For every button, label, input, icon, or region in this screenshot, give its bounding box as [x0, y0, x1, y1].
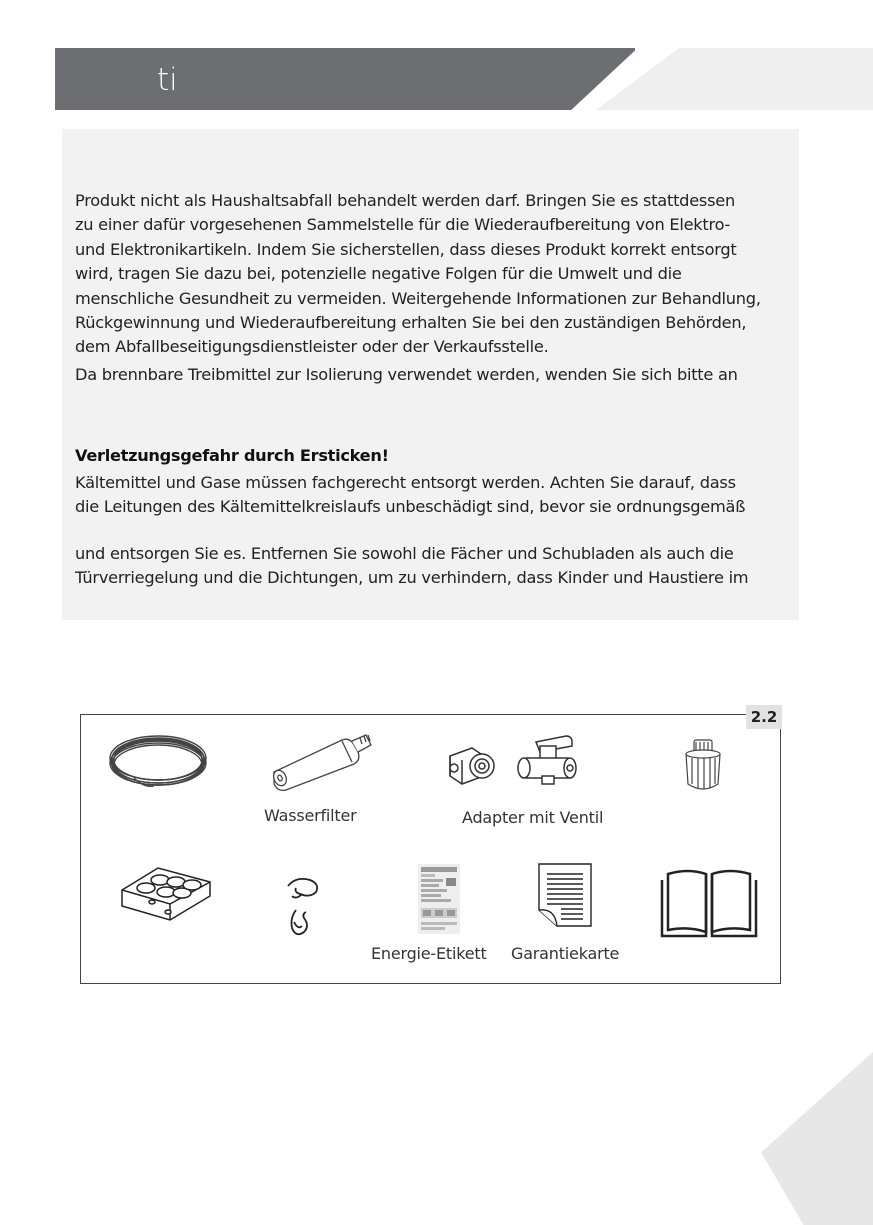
warning-heading: Verletzungsgefahr durch Ersticken!: [75, 446, 389, 465]
header-band: [55, 48, 635, 110]
egg-tray-icon: [118, 862, 214, 926]
refrigerant-paragraph: Kältemittel und Gase müssen fachgerecht entsorgt werden. Achten Sie darauf, dass die Leitungen des Kältemittelkreislaufs unbeschädigt sind, bevor sie ordnungsgemäß: [75, 473, 746, 517]
header-right-tab: [596, 48, 873, 110]
energy-label-icon: [418, 864, 460, 934]
warranty-card-icon: [537, 862, 593, 928]
insulation-paragraph: Da brennbare Treibmittel zur Isolierung verwendet werden, wenden Sie sich bitte an: [75, 365, 738, 384]
hose-clips-icon: [282, 872, 324, 942]
disposal-instructions-paragraph: und entsorgen Sie es. Entfernen Sie sowohl die Fächer und Schubladen als auch die Türverriegelung und die Dichtungen, um zu verhindern, dass Kinder und Haustiere im: [75, 544, 749, 588]
page-title: ti: [157, 62, 178, 98]
water-filter-label: Wasserfilter: [264, 806, 357, 825]
water-hose-coil-icon: [104, 728, 214, 792]
water-filter-icon: [266, 730, 378, 790]
user-manual-book-icon: [660, 862, 758, 938]
adapter-fitting-icon: [444, 742, 500, 788]
page-corner-tab: [761, 1052, 873, 1225]
energy-label-label: Energie-Etikett: [371, 944, 487, 963]
adapter-valve-label: Adapter mit Ventil: [462, 808, 604, 827]
filter-cap-icon: [680, 738, 726, 794]
shutoff-valve-icon: [514, 732, 580, 788]
figure-number-badge: 2.2: [746, 705, 782, 729]
warranty-card-label: Garantiekarte: [511, 944, 620, 963]
disposal-paragraph: Produkt nicht als Haushaltsabfall behandelt werden darf. Bringen Sie es stattdessen zu einer dafür vorgesehenen Sammelstelle für die Wiederaufbereitung von Elektro- und Elektronikartikeln. Indem Sie sicherstellen, dass dieses Produkt korrekt entsorgt wird, tragen Sie dazu bei, potenzielle negative Folgen für die Umwelt und die menschliche Gesundheit zu vermeiden. Weitergehende Informationen zur Behandlung, Rückgewinnung und Wiederaufbereitung erhalten Sie bei den zuständigen Behörden, dem Abfallbeseitigungsdienstleister oder der Verkaufsstelle.: [75, 191, 761, 357]
